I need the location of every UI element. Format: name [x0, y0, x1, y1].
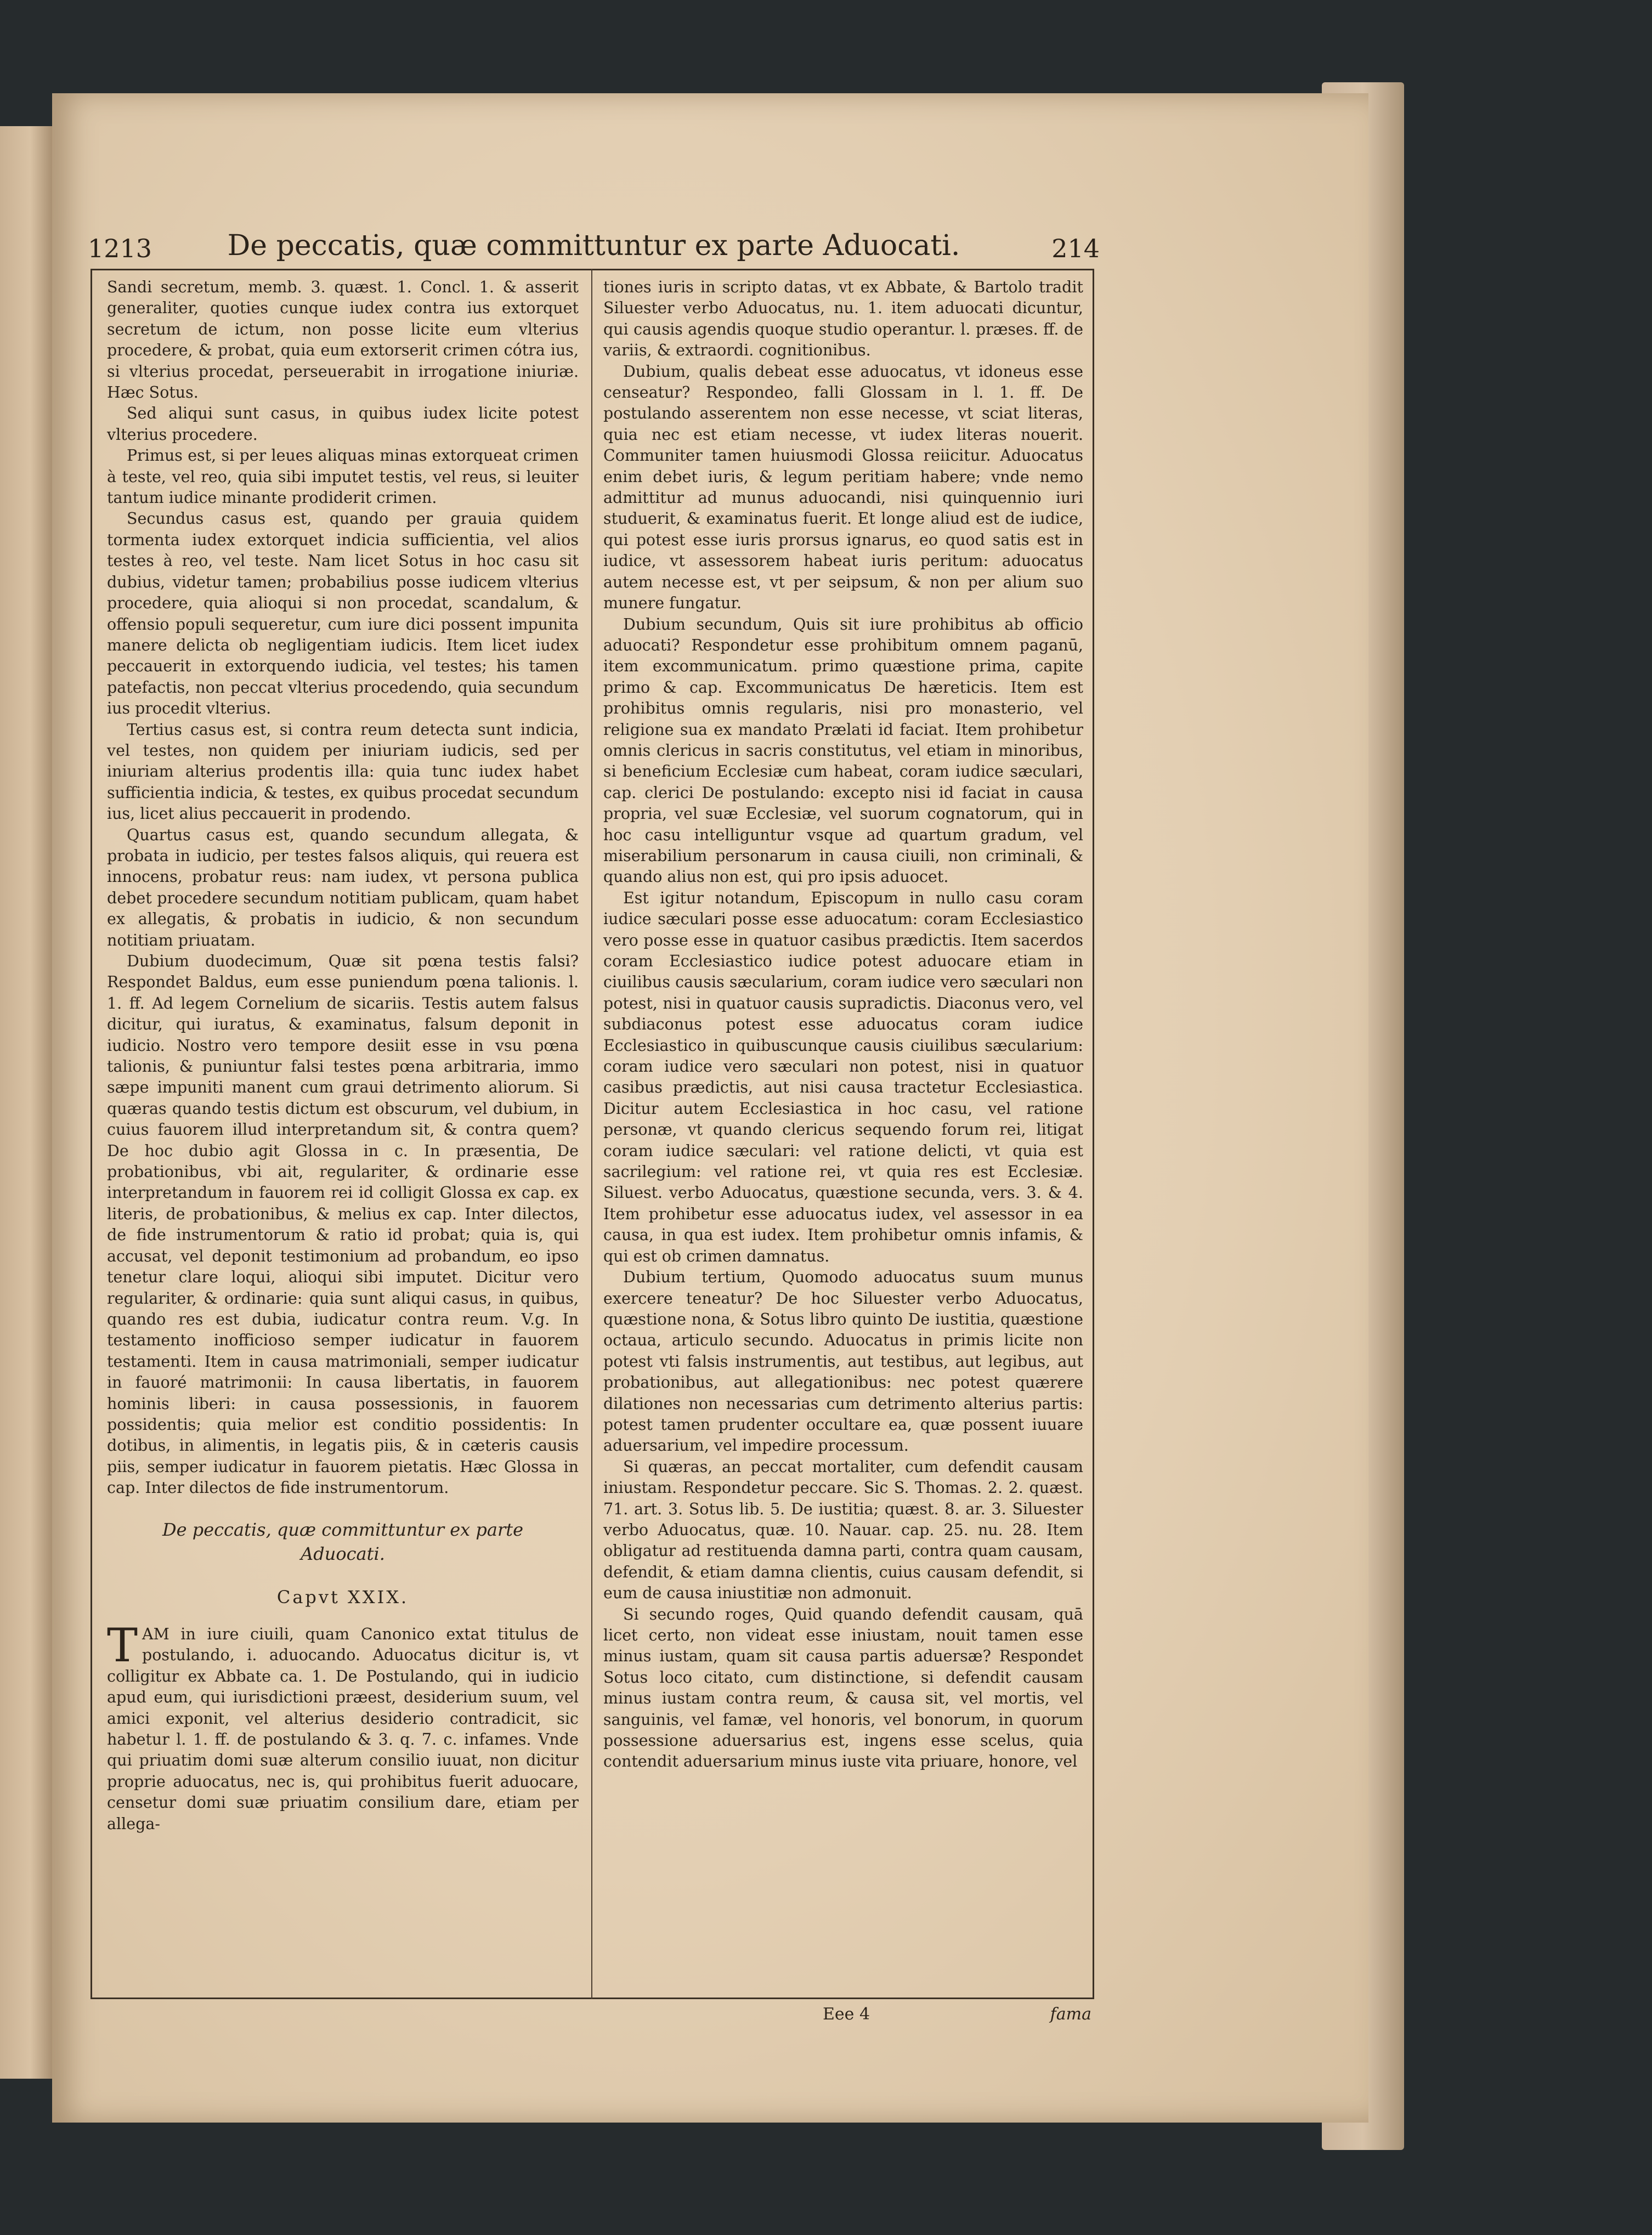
right-column	[603, 277, 1083, 1773]
signature-mark: Eee 4	[823, 2005, 870, 2024]
paragraph: Primus est, si per leues aliquas minas extorqueat crimen à teste, vel reo, quia sibi imputet testis, vel reus, si leuiter tantum iudice minante prodiderit crimen.	[107, 446, 579, 507]
right-page-number: 214	[1051, 234, 1100, 263]
paragraph: tiones iuris in scripto datas, vt ex Abbate, & Bartolo tradit Siluester verbo Aduocatus, nu. 1. item aduocati dicuntur, qui causis agendis quoque studio operantur. l. præses. ff. de variis, & extraordi. cognitionibus.	[603, 278, 1083, 360]
chapter-text: AM in iure ciuili, quam Canonico extat titulus de postulando, i. aduocando. Aduocatus dicitur is, vt colligitur ex Abbate ca. 1. De Postulando, qui in iudicio apud eum, qui iurisdictioni præest, desiderium suum, vel amici exponit, vel alterius desiderio contradicit, sic habetur l. 1. ff. de postulando & 3. q. 7. c. infames. Vnde qui priuatim domi suæ alterum consilio iuuat, non dicitur proprie aduocatus, nec is, qui prohibitus fuerit aduocare, censetur domi suæ priuatim consilium dare, etiam per allega-	[107, 1625, 579, 1833]
column-rule	[591, 269, 592, 1999]
page-footer	[762, 2005, 1091, 2032]
left-column	[107, 277, 579, 1835]
section-heading-line: De peccatis, quæ committuntur ex parte	[162, 1519, 524, 1540]
paragraph: Dubium secundum, Quis sit iure prohibitus ab officio aduocati? Respondetur esse prohibitum omnem paganū, item excommunicatum. primo quæstione prima, capite primo & cap. Excommunicatus De hæreticis. Item est prohibitus omnis regularis, nisi pro monasterio, vel religione sua ex mandato Prælati id faciat. Item prohibetur omnis clericus in sacris constitutus, vel etiam in minoribus, si beneficium Ecclesiæ cum habeat, coram iudice sæculari, cap. clerici De postulando: excepto nisi id faciat in causa propria, vel suæ Ecclesiæ, vel suorum cognatorum, qui in hoc casu intelliguntur vsque ad quartum gradum, vel miserabilium personarum in causa ciuili, non criminali, & quando alius non est, qui pro ipsis aduocet.	[603, 615, 1083, 886]
paragraph: Si quæras, an peccat mortaliter, cum defendit causam iniustam. Respondetur peccare. Sic S. Thomas. 2. 2. quæst. 71. art. 3. Sotus lib. 5. De iustitia; quæst. 8. ar. 3. Siluester verbo Aduocatus, quæ. 10. Nauar. cap. 25. nu. 28. Item obligatur ad restituenda damna parti, contra quam causam, defendit, & etiam damna clientis, cuius causam defendit, si eum de causa iniustitiæ non admonuit.	[603, 1457, 1083, 1603]
paragraph: Sandi secretum, memb. 3. quæst. 1. Concl. 1. & asserit generaliter, quoties cunque iudex contra ius extorquet secretum de ictum, non posse licite eum vlterius procedere, & probat, quia eum extorserit crimen cótra ius, si vlterius procedat, perseuerabit in irrogatione iniuriæ. Hæc Sotus.	[107, 278, 579, 402]
paragraph: Dubium, qualis debeat esse aduocatus, vt idoneus esse censeatur? Respondeo, falli Glossam in l. 1. ff. De postulando asserentem non esse necesse, vt sciat literas, quia nec est etiam necesse, vt iudex literas nouerit. Communiter tamen huiusmodi Glossa reiicitur. Aduocatus enim debet iuris, & legum peritiam habere; vnde nemo admittitur ad munus aduocandi, nisi quinquennio iuri studuerit, & examinatus fuerit. Et longe aliud est de iudice, qui potest esse iuris prorsus ignarus, eo quod satis est in iudice, vt assessorem habeat iuris peritum: aduocatus autem necesse est, vt per seipsum, & non per alium suo munere fungatur.	[603, 362, 1083, 613]
running-head	[88, 229, 1100, 268]
chapter-paragraph	[107, 1618, 579, 1835]
paragraph: Secundus casus est, quando per grauia quidem tormenta iudex extorquet indicia sufficientia, vel alios testes à reo, vel teste. Nam licet Sotus in hoc casu sit dubius, videtur tamen; probabilius posse iudicem vlterius procedere, quia alioqui si non procedat, scandalum, & offensio populi sequeretur, cum iure dici possent impunita manere delicta ob negligentiam iudicis. Item licet iudex peccauerit in extorquendo iudicia, vel testes; his tamen patefactis, non peccat vlterius procedendo, quia secundum ius procedit vlterius.	[107, 510, 579, 718]
facing-page-edge	[0, 126, 55, 2079]
paragraph: Tertius casus est, si contra reum detecta sunt indicia, vel testes, non quidem per iniuriam iudicis, sed per iniuriam alterius prodentis illa: quia tunc iudex habet sufficientia indicia, & testes, ex quibus procedat secundum ius, licet alius peccauerit in prodendo.	[107, 720, 579, 823]
section-heading-line: Aduocati.	[301, 1543, 385, 1564]
paragraph: Est igitur notandum, Episcopum in nullo casu coram iudice sæculari posse esse aduocatum: coram Ecclesiastico vero posse esse in quatuor casibus prædictis. Item sacerdos coram Ecclesiastico iudice potest aduocare etiam in ciuilibus causis sæcularium, coram iudice vero sæculari non potest, nisi in quatuor causis supradictis. Diaconus vero, vel subdiaconus potest esse aduocatus coram iudice Ecclesiastico in quibuscunque causis ciuilibus sæcularium: coram iudice vero sæculari non potest, nisi in quatuor casibus prædictis, aut nisi causa tractetur Ecclesiastica. Dicitur autem Ecclesiastica in hoc casu, vel ratione personæ, vt quando clericus sequendo forum rei, litigat coram iudice sæculari: vel ratione delicti, vt quia est sacrilegium: vel ratione rei, vt quia res est Ecclesiæ. Siluest. verbo Aduocatus, quæstione secunda, vers. 3. & 4. Item prohibetur esse aduocatus iudex, vel assessor in ea causa, in qua est iudex. Item prohibetur omnis infamis, & qui est ob crimen damnatus.	[603, 889, 1083, 1265]
paragraph: Dubium duodecimum, Quæ sit pœna testis falsi? Respondet Baldus, eum esse puniendum pœna talionis. l. 1. ff. Ad legem Cornelium de sicariis. Testis autem falsus dicitur, qui iuratus, & examinatus, falsum deponit in iudicio. Nostro vero tempore desiit esse in vsu pœna talionis, & puniuntur falsi testes pœna arbitraria, immo sæpe impuniti manent cum graui detrimento aliorum. Si quæras quando testis dictum est obscurum, vel dubium, in cuius fauorem illud interpretandum sit, & contra quem? De hoc dubio agit Glossa in c. In præsentia, De probationibus, vbi ait, regulariter, & ordinarie esse interpretandum in fauorem rei id colligit Glossa ex cap. ex literis, de probationibus, & melius ex cap. Inter dilectos, de fide instrumentorum & ratio id probat; quia is, qui accusat, vel deponit testimonium ad probandum, eo ipso tenetur clare loqui, alioqui sibi imputet. Dicitur vero regulariter, & ordinarie: quia sunt aliqui casus, in quibus, quando res est dubia, iudicatur contra reum. V.g. In testamento inofficioso semper iudicatur in fauorem testamenti. Item in causa matrimoniali, semper iudicatur in fauoré matrimonii: In causa libertatis, in fauorem hominis liberi: in causa possessionis, in fauorem possidentis; quia melior est conditio possidentis: In dotibus, in alimentis, in legatis piis, & in cæteris causis piis, semper iudicatur in fauorem pietatis. Hæc Glossa in cap. Inter dilectos de fide instrumentorum.	[107, 952, 579, 1497]
running-title: De peccatis, quæ committuntur ex parte Aduocati.	[227, 229, 960, 262]
drop-cap: T	[107, 1618, 138, 1672]
paragraph: Sed aliqui sunt casus, in quibus iudex licite potest vlterius procedere.	[107, 404, 579, 444]
catchword: fama	[1050, 2005, 1091, 2024]
chapter-heading: Capvt XXIX.	[276, 1586, 409, 1608]
left-page-number: 1213	[88, 234, 152, 263]
paragraph: Si secundo roges, Quid quando defendit causam, quā licet certo, non videat esse iniustam, nouit tamen esse minus iustam, quam sit causa partis aduersæ? Respondet Sotus loco citato, cum distinctione, si defendit causam minus iustam contra reum, & causa sit, vel mortis, vel sanguinis, vel famæ, vel honoris, vel bonorum, in quorum possessione aduersarius est, ingens esse scelus, quia contendit aduersarium minus iuste vita priuare, honore, vel	[603, 1605, 1083, 1771]
paragraph: Dubium tertium, Quomodo aduocatus suum munus exercere teneatur? De hoc Siluester verbo Aduocatus, quæstione nona, & Sotus libro quinto De iustitia, quæstione octaua, articulo secundo. Aduocatus in primis licite non potest vti falsis instrumentis, aut testibus, aut legibus, aut probationibus, aut allegationibus: nec potest quærere dilationes non necessarias cum detrimento alterius partis: potest tamen prudenter occultare ea, quæ possent iuuare aduersarium, vel impedire processum.	[603, 1268, 1083, 1455]
section-heading	[107, 1518, 579, 1566]
paragraph: Quartus casus est, quando secundum allegata, & probata in iudicio, per testes falsos aliquis, qui reuera est innocens, probatur reus: nam iudex, vt persona publica debet procedere secundum notitiam publicam, quam habet ex allegatis, & probatis in iudicio, & non secundum notitiam priuatam.	[107, 825, 579, 949]
